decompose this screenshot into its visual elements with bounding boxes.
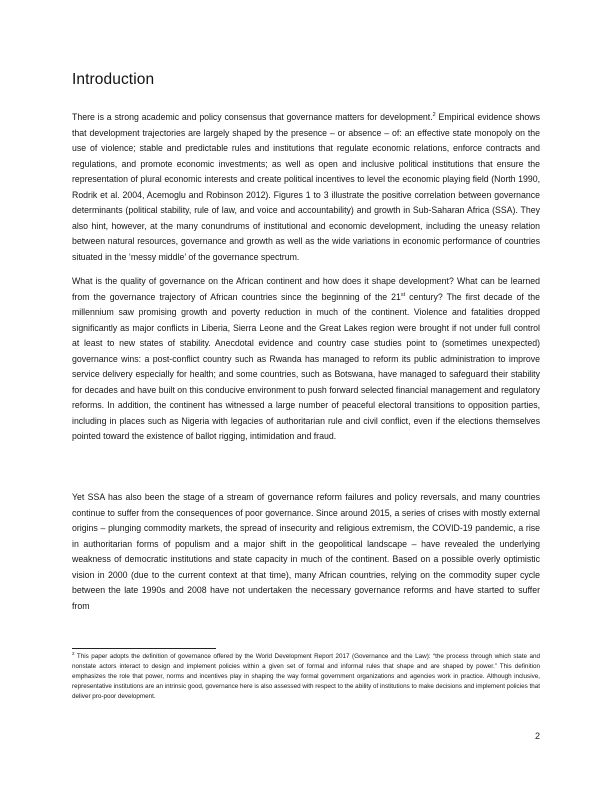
- paragraph-governance-quality: [72, 274, 540, 445]
- section-heading: Introduction: [72, 71, 155, 88]
- footnote-reference[interactable]: 2: [432, 112, 436, 118]
- paragraph-governance-consensus: [72, 110, 540, 265]
- paragraph-text: Empirical evidence shows that development trajectories are largely shaped by the presence – or absence – of: an effective state monopoly on the use of violence; stable and predictable rules and institutions that regulate economic relations, enforce contracts and regulations, and promote economic investments; as well as open and inclusive political institutions that ensure the representation of plural economic interests and create political incentives to level the economic playing field (North 1990, Rodrik et al. 2004, Acemoglu and Robinson 2012). Figures 1 to 3 illustrate the positive correlation between governance determinants (political stability, rule of law, and voice and accountability) and growth in Sub-Saharan Africa (SSA). They also hint, however, at the many conundrums of institutional and economic development, including the uneasy relation between natural resources, governance and growth as well as the wide variations in economic performance of countries situated in the ‘messy middle’ of the governance spectrum.: [72, 112, 540, 262]
- footnote-text: This paper adopts the definition of governance offered by the World Development Report 2017 (Governance and the Law): “the process through which state and nonstate actors interact to design and implement policies within a given set of formal and informal rules that shape and are shaped by power.” This definition emphasizes the role that power, norms and incentives play in shaping the way formal government organizations and agencies work in practice. Although inclusive, representative institutions are an intrinsic good, governance here is also assessed with respect to the ability of institutions to make decisions and implement policies that deliver pro-poor development.: [72, 653, 540, 700]
- paragraph-text: What is the quality of governance on the African continent and how does it shape development? What can be learned from the governance trajectory of African countries since the beginning of the 21: [72, 276, 540, 302]
- paragraph-text: There is a strong academic and policy consensus that governance matters for development.: [72, 112, 433, 122]
- paragraph-reform-failures: [72, 490, 540, 614]
- page-number: 2: [534, 731, 540, 741]
- paragraph-text: century? The first decade of the millennium saw promising growth and poverty reduction in much of the continent. Violence and fatalities dropped significantly as major conflicts in Liberia, Sierra Leone and the Great Lakes region were brought if not under full control at least to new states of stability. Anecdotal evidence and country case studies point to (sometimes unexpected) governance wins: a post-conflict country such as Rwanda has managed to reform its public administration to improve service delivery especially for health; and some countries, such as Botswana, have managed to safeguard their stability for decades and have built on this conducive environment to push forward selected financial management and regulatory reforms. In addition, the continent has witnessed a large number of peaceful electoral transitions to opposition parties, including in places such as Nigeria with legacies of authoritarian rule and civil conflict, even if the elections themselves pointed toward the existence of ballot rigging, intimidation and fraud.: [72, 291, 540, 441]
- footnote-marker: 2: [72, 651, 75, 656]
- footnote: [72, 652, 540, 702]
- ordinal-suffix: st: [400, 291, 406, 298]
- paragraph-text: Yet SSA has also been the stage of a stream of governance reform failures and policy reversals, and many countries continue to suffer from the consequences of poor governance. Since around 2015, a series of crises with mostly external origins – plunging commodity markets, the spread of insecurity and religious extremism, the COVID-19 pandemic, a rise in authoritarian forms of populism and a major shift in the geopolitical landscape – have revealed the underlying weakness of democratic institutions and state capacity in much of the continent. Based on a possible overly optimistic vision in 2000 (due to the current context at that time), many African countries, relying on the commodity super cycle between the late 1990s and 2008 have not undertaken the necessary governance reforms and have started to suffer from: [72, 492, 540, 611]
- footnote-separator: [72, 648, 216, 649]
